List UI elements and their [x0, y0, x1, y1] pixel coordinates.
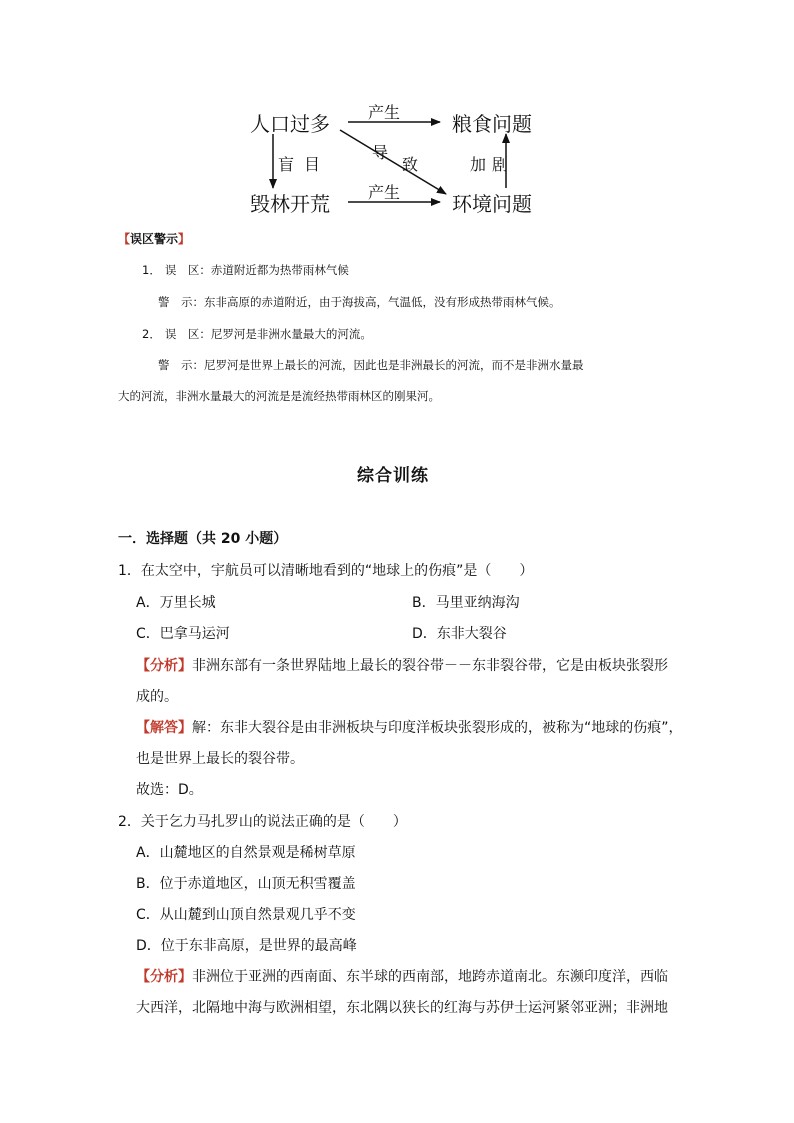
warning-heading-close: 】	[178, 232, 191, 246]
label-produce-bottom: 产生	[368, 183, 401, 202]
warning-item-2-error	[142, 326, 372, 342]
question-2-analysis-cont: 大西洋，北隔地中海与欧洲相望，东北隅以狭长的红海与苏伊士运河紧邻亚洲；非洲地	[136, 1000, 668, 1016]
answer-text: 解：东非大裂谷是由非洲板块与印度洋板块张裂形成的，被称为“地球的伤痕”，	[192, 720, 683, 736]
analysis-text: 非洲位于亚洲的西南面、东半球的西南部，地跨赤道南北。东濒印度洋，西临	[192, 969, 668, 985]
question-2-option-a: A．山麓地区的自然景观是稀树草原	[136, 845, 356, 861]
cause-effect-diagram	[240, 98, 560, 218]
warning-item-num: 2．	[142, 327, 161, 341]
question-1-analysis	[136, 655, 668, 675]
warning-error-text: 尼罗河是非洲水量最大的河流。	[210, 327, 372, 341]
warning-item-2-tip	[158, 357, 584, 373]
question-1-option-c: C．巴拿马运河	[136, 626, 230, 642]
warning-tip-label: 警 示：	[158, 295, 204, 309]
question-1-analysis-cont: 成的。	[136, 689, 178, 705]
question-1-answer-cont: 也是世界上最长的裂谷带。	[136, 751, 304, 767]
label-blind-1: 盲	[278, 155, 295, 174]
analysis-tag: 【分析】	[136, 969, 192, 985]
warning-item-2-tip-cont	[118, 388, 440, 404]
question-2-analysis	[136, 966, 668, 986]
warning-item-1-tip	[158, 294, 561, 310]
warning-error-label: 误 区：	[164, 263, 211, 277]
question-2-option-b: B．位于赤道地区，山顶无积雪覆盖	[136, 876, 356, 892]
warning-heading-text: 误区警示	[130, 232, 179, 246]
answer-tag: 【解答】	[136, 720, 192, 736]
warning-error-text: 赤道附近都为热带雨林气候	[210, 263, 349, 277]
label-produce-top: 产生	[368, 103, 401, 122]
label-aggravate-1: 加	[470, 155, 487, 174]
node-food: 粮食问题	[452, 112, 532, 136]
label-lead-1: 导	[372, 143, 389, 162]
question-1-answer	[136, 717, 683, 737]
warning-heading	[118, 230, 190, 247]
warning-tip-label: 警 示：	[158, 358, 204, 372]
question-1-option-d: D．东非大裂谷	[412, 626, 507, 642]
question-2-option-d: D．位于东非高原，是世界的最高峰	[136, 938, 357, 954]
question-1-choice: 故选：D。	[136, 782, 203, 798]
page-title: 综合训练	[357, 466, 429, 486]
label-aggravate-2: 剧	[492, 155, 509, 174]
warning-error-label: 误 区：	[164, 327, 211, 341]
label-blind-2: 目	[304, 155, 321, 174]
warning-tip-text: 东非高原的赤道附近，由于海拔高，气温低，没有形成热带雨林气候。	[204, 295, 561, 309]
analysis-tag: 【分析】	[136, 658, 192, 674]
analysis-text: 非洲东部有一条世界陆地上最长的裂谷带－－东非裂谷带，它是由板块张裂形	[192, 658, 668, 674]
label-lead-2: 致	[402, 155, 419, 174]
warning-tip-text-line1: 尼罗河是世界上最长的河流，因此也是非洲最长的河流，而不是非洲水量最	[204, 358, 584, 372]
warning-item-num: 1．	[142, 263, 161, 277]
node-environment: 环境问题	[452, 192, 532, 216]
section-heading: 一．选择题（共 20 小题）	[118, 531, 288, 547]
question-1-option-b: B．马里亚纳海沟	[412, 595, 520, 611]
warning-item-1-error	[142, 262, 349, 278]
node-population: 人口过多	[250, 112, 330, 136]
node-deforest: 毁林开荒	[250, 192, 330, 216]
warning-heading-open: 【	[118, 232, 131, 246]
question-1-stem: 1．在太空中，宇航员可以清晰地看到的“地球上的伤痕”是（ ）	[118, 563, 534, 579]
question-1-option-a: A．万里长城	[136, 595, 216, 611]
warning-tip-text-line2: 大的河流，非洲水量最大的河流是是流经热带雨林区的刚果河。	[118, 389, 440, 403]
question-2-stem: 2．关于乞力马扎罗山的说法正确的是（ ）	[118, 814, 407, 830]
question-2-option-c: C．从山麓到山顶自然景观几乎不变	[136, 907, 356, 923]
